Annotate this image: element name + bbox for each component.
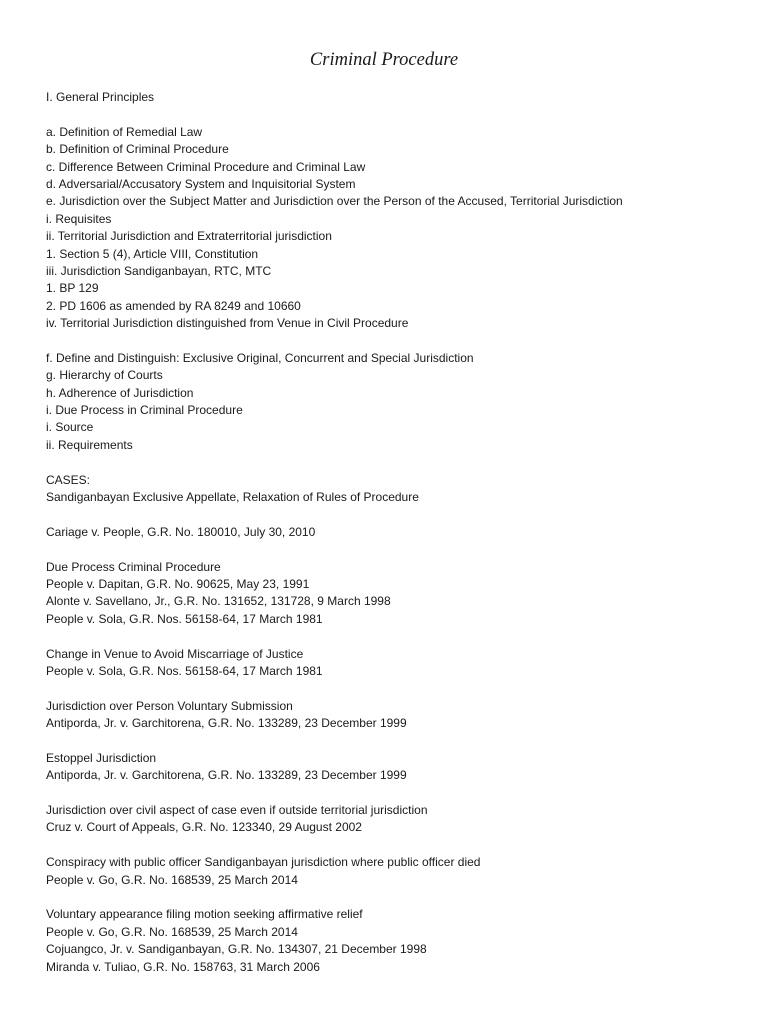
text-line: 1. Section 5 (4), Article VIII, Constitution [46, 246, 259, 261]
text-line: Cariage v. People, G.R. No. 180010, July 30, 2010 [46, 524, 316, 539]
text-line: Antiporda, Jr. v. Garchitorena, G.R. No. 133289, 23 December 1999 [46, 768, 407, 783]
blank-line [46, 785, 746, 802]
text-line: Jurisdiction over civil aspect of case even if outside territorial jurisdiction [46, 803, 428, 818]
text-line: People v. Go, G.R. No. 168539, 25 March 2014 [46, 924, 298, 939]
text-line: Voluntary appearance filing motion seeking affirmative relief [46, 907, 363, 922]
blank-line [46, 680, 746, 697]
text-line: I. General Principles [46, 90, 155, 104]
text-line: Jurisdiction over Person Voluntary Submission [46, 698, 293, 713]
text-line: Due Process Criminal Procedure [46, 559, 221, 574]
blank-line [46, 628, 746, 645]
blank-line [46, 889, 746, 906]
text-line: People v. Dapitan, G.R. No. 90625, May 23, 1991 [46, 576, 310, 591]
text-line: Change in Venue to Avoid Miscarriage of Justice [46, 646, 304, 661]
document-body [46, 89, 746, 976]
text-line: d. Adversarial/Accusatory System and Inquisitorial System [46, 176, 356, 191]
text-line: Cojuangco, Jr. v. Sandiganbayan, G.R. No. 134307, 21 December 1998 [46, 942, 427, 957]
blank-line [46, 454, 746, 471]
text-line: ii. Requirements [46, 437, 133, 452]
text-line: i. Source [46, 420, 94, 435]
text-line: Alonte v. Savellano, Jr., G.R. No. 131652, 131728, 9 March 1998 [46, 594, 391, 609]
blank-line [46, 332, 746, 349]
text-line: Miranda v. Tuliao, G.R. No. 158763, 31 March 2006 [46, 959, 320, 974]
text-line: Cruz v. Court of Appeals, G.R. No. 123340, 29 August 2002 [46, 820, 362, 835]
text-line: b. Definition of Criminal Procedure [46, 142, 229, 157]
text-line: 2. PD 1606 as amended by RA 8249 and 10660 [46, 298, 301, 313]
text-line: f. Define and Distinguish: Exclusive Original, Concurrent and Special Jurisdiction [46, 350, 474, 365]
text-line: iii. Jurisdiction Sandiganbayan, RTC, MTC [46, 263, 272, 278]
text-line: g. Hierarchy of Courts [46, 368, 163, 383]
text-line: People v. Go, G.R. No. 168539, 25 March 2014 [46, 872, 298, 887]
text-line: i. Requisites [46, 211, 112, 226]
text-line: People v. Sola, G.R. Nos. 56158-64, 17 March 1981 [46, 663, 323, 678]
blank-line [46, 106, 746, 123]
text-line: h. Adherence of Jurisdiction [46, 385, 194, 400]
text-line: e. Jurisdiction over the Subject Matter and Jurisdiction over the Person of the Accused, Territorial Jurisdiction [46, 194, 623, 209]
text-line: a. Definition of Remedial Law [46, 124, 203, 139]
blank-line [46, 732, 746, 749]
blank-line [46, 837, 746, 854]
text-line: Sandiganbayan Exclusive Appellate, Relaxation of Rules of Procedure [46, 489, 419, 504]
text-line: CASES: [46, 472, 91, 487]
blank-line [46, 506, 746, 523]
text-line: iv. Territorial Jurisdiction distinguished from Venue in Civil Procedure [46, 316, 409, 331]
text-line: ii. Territorial Jurisdiction and Extraterritorial jurisdiction [46, 229, 332, 244]
text-line: People v. Sola, G.R. Nos. 56158-64, 17 March 1981 [46, 611, 323, 626]
text-line: c. Difference Between Criminal Procedure and Criminal Law [46, 159, 366, 174]
text-line: Conspiracy with public officer Sandiganbayan jurisdiction where public officer died [46, 855, 481, 870]
text-line: Estoppel Jurisdiction [46, 750, 157, 765]
text-line: 1. BP 129 [46, 281, 99, 296]
text-line: i. Due Process in Criminal Procedure [46, 403, 243, 418]
document-title: Criminal Procedure [309, 50, 459, 70]
text-line: Antiporda, Jr. v. Garchitorena, G.R. No. 133289, 23 December 1999 [46, 716, 407, 731]
blank-line [46, 541, 746, 558]
